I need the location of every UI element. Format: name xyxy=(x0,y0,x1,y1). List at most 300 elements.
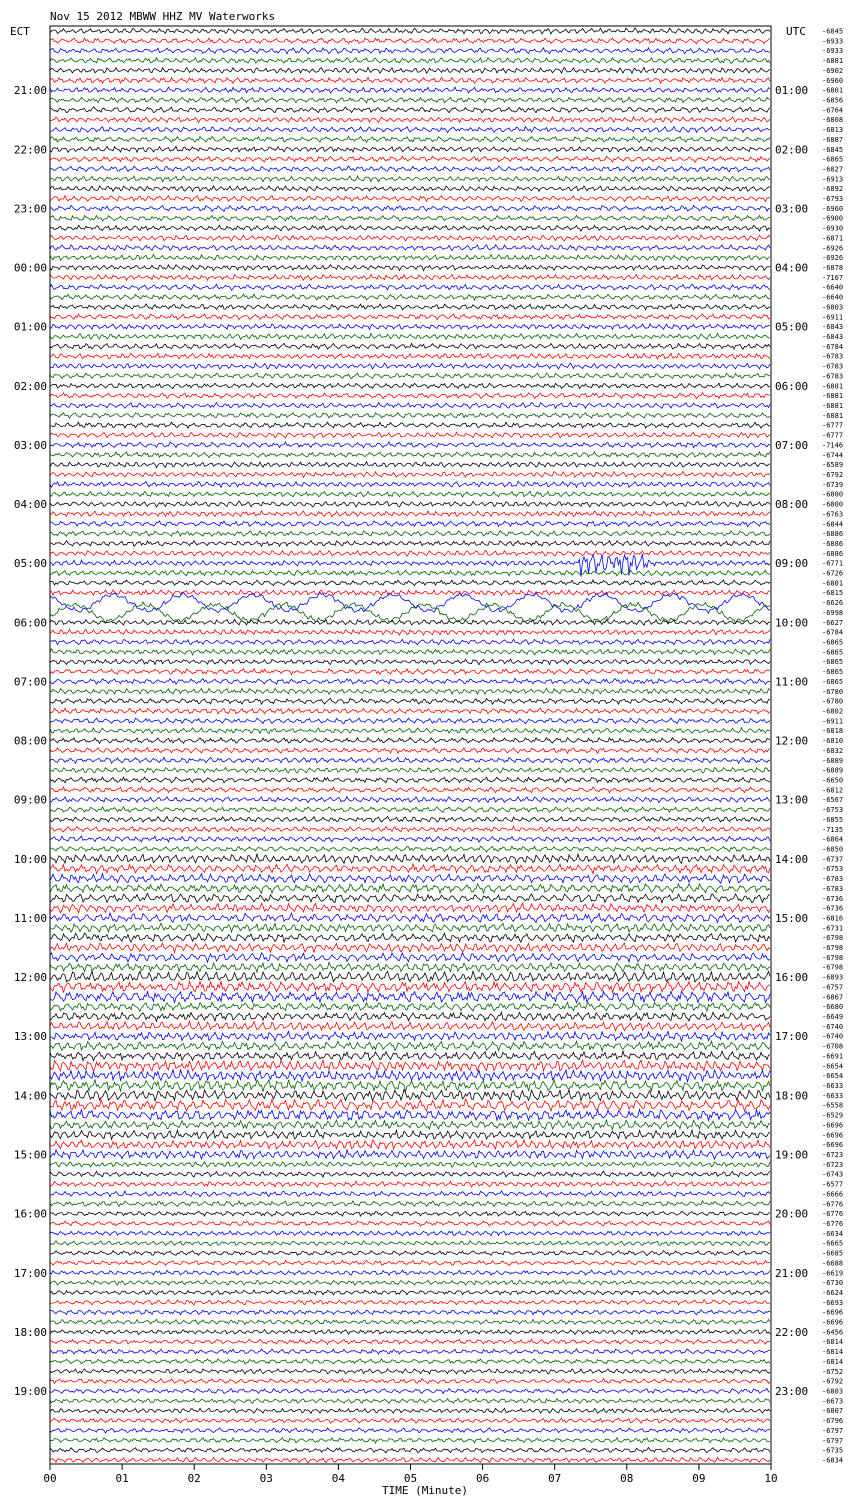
trace-line xyxy=(50,1080,770,1092)
trace-line xyxy=(50,1379,770,1384)
trace-line xyxy=(50,97,770,103)
trace-offset-label: -6650 xyxy=(822,776,844,785)
right-hour-label: 09:00 xyxy=(775,557,809,571)
trace-offset-label: -6736 xyxy=(822,894,844,903)
trace-line xyxy=(50,943,770,953)
trace-line xyxy=(50,1171,770,1177)
trace-offset-label: -6800 xyxy=(822,500,844,509)
trace-line xyxy=(50,777,770,783)
trace-offset-label: -6744 xyxy=(822,451,844,460)
trace-line xyxy=(50,981,770,993)
trace-line xyxy=(50,205,770,211)
trace-line xyxy=(50,1339,770,1344)
trace-line xyxy=(50,1359,770,1364)
trace-line xyxy=(50,884,770,894)
trace-offset-label: -6933 xyxy=(822,47,844,56)
left-hour-label: 00:00 xyxy=(13,261,47,275)
trace-line xyxy=(50,1201,770,1207)
trace-offset-label: -6871 xyxy=(822,234,844,243)
x-tick-label: 08 xyxy=(620,1472,634,1485)
right-hour-label: 16:00 xyxy=(775,971,809,985)
trace-line xyxy=(50,1231,770,1236)
trace-offset-label: -6529 xyxy=(822,1111,844,1120)
left-hour-label: 03:00 xyxy=(13,438,47,452)
left-hour-label: 16:00 xyxy=(13,1207,47,1221)
trace-offset-label: -6696 xyxy=(822,1121,844,1130)
trace-line xyxy=(50,462,770,468)
trace-offset-label: -6737 xyxy=(822,855,844,864)
trace-offset-label: -6666 xyxy=(822,1190,844,1199)
trace-line xyxy=(50,678,770,684)
trace-line xyxy=(50,1280,770,1285)
trace-offset-label: -7135 xyxy=(822,825,844,834)
trace-line xyxy=(50,1457,770,1462)
x-tick-label: 09 xyxy=(692,1472,706,1485)
trace-line xyxy=(50,1140,770,1149)
trace-line xyxy=(50,373,770,379)
x-tick-label: 04 xyxy=(331,1472,346,1485)
trace-offset-label: -6665 xyxy=(822,1239,844,1248)
trace-offset-label: -6691 xyxy=(822,1052,844,1061)
trace-offset-label: -6832 xyxy=(822,746,844,755)
trace-offset-label: -6777 xyxy=(822,421,844,430)
trace-offset-label: -6558 xyxy=(822,1101,844,1110)
trace-offset-label: -6792 xyxy=(822,471,844,479)
trace-offset-label: -6740 xyxy=(822,1032,844,1041)
trace-offset-label: -6887 xyxy=(822,135,844,144)
x-tick-label: 01 xyxy=(115,1472,129,1485)
trace-offset-label: -6881 xyxy=(822,57,844,66)
trace-line xyxy=(50,314,770,320)
trace-offset-label: -6796 xyxy=(822,1417,844,1426)
trace-offset-label: -6696 xyxy=(822,1308,844,1317)
trace-offset-label: -6784 xyxy=(822,342,844,351)
left-hour-label: 10:00 xyxy=(13,852,47,866)
trace-offset-label: -6654 xyxy=(822,1062,844,1071)
left-hour-label: 11:00 xyxy=(13,912,47,925)
trace-offset-label: -6845 xyxy=(822,145,844,154)
right-timezone-label: UTC xyxy=(786,25,806,38)
trace-offset-label: -6783 xyxy=(822,372,844,381)
trace-line xyxy=(50,797,770,803)
right-hour-label: 01:00 xyxy=(775,84,809,98)
trace-line xyxy=(50,1120,770,1130)
x-tick-label: 02 xyxy=(187,1472,201,1485)
x-tick-label: 03 xyxy=(259,1472,273,1485)
left-hour-label: 09:00 xyxy=(13,793,47,807)
trace-line xyxy=(50,1051,770,1061)
trace-line xyxy=(50,698,770,704)
trace-line xyxy=(50,481,770,487)
trace-offset-label: -6740 xyxy=(822,1022,844,1031)
x-tick-label: 00 xyxy=(43,1472,57,1485)
trace-offset-label: -6902 xyxy=(822,66,844,75)
trace-offset-label: -6818 xyxy=(822,727,844,736)
trace-offset-label: -6783 xyxy=(822,884,844,893)
trace-line xyxy=(50,68,770,74)
trace-offset-label: -6753 xyxy=(822,806,844,815)
trace-line xyxy=(50,235,770,241)
trace-line xyxy=(50,864,770,874)
trace-offset-label: -6780 xyxy=(822,697,844,706)
trace-line xyxy=(50,432,770,438)
trace-line xyxy=(50,28,770,34)
trace-line xyxy=(50,393,770,399)
trace-offset-label: -6797 xyxy=(822,1426,844,1435)
trace-line xyxy=(50,602,770,623)
trace-offset-label: -6680 xyxy=(822,1003,844,1012)
trace-line xyxy=(50,619,770,625)
trace-line xyxy=(50,1109,770,1120)
trace-offset-label: -6889 xyxy=(822,766,844,775)
left-hour-label: 13:00 xyxy=(13,1030,47,1044)
trace-offset-label: -6845 xyxy=(822,27,844,36)
trace-line xyxy=(50,1241,770,1246)
trace-offset-label: -6926 xyxy=(822,254,844,263)
trace-offset-label: -6850 xyxy=(822,845,844,854)
right-hour-label: 17:00 xyxy=(775,1030,809,1044)
trace-offset-label: -6797 xyxy=(822,1436,844,1445)
trace-line xyxy=(50,353,770,359)
trace-offset-label: -6998 xyxy=(822,609,844,617)
trace-line xyxy=(50,1060,770,1072)
trace-offset-label: -6633 xyxy=(822,1091,844,1100)
trace-offset-label: -6856 xyxy=(822,96,844,105)
trace-line xyxy=(50,1031,770,1041)
x-axis-label: TIME (Minute) xyxy=(381,1484,469,1497)
trace-line xyxy=(50,787,770,793)
trace-offset-label: -6783 xyxy=(822,352,844,361)
trace-offset-label: -6763 xyxy=(822,510,844,519)
trace-offset-label: -6730 xyxy=(822,1279,844,1288)
left-hour-label: 15:00 xyxy=(13,1148,47,1162)
trace-offset-label: -6865 xyxy=(822,155,844,164)
x-tick-label: 07 xyxy=(548,1472,562,1485)
right-hour-label: 14:00 xyxy=(775,852,809,866)
trace-offset-label: -6800 xyxy=(822,490,844,499)
trace-line xyxy=(50,1221,770,1226)
trace-line xyxy=(50,893,770,902)
left-hour-label: 05:00 xyxy=(13,557,47,571)
left-hour-label: 21:00 xyxy=(13,84,47,98)
trace-offset-label: -6753 xyxy=(822,865,844,874)
trace-line xyxy=(50,933,770,942)
trace-offset-label: -6726 xyxy=(822,569,844,578)
trace-offset-label: -6810 xyxy=(822,737,844,746)
trace-offset-label: -7146 xyxy=(822,441,844,450)
trace-line xyxy=(50,1418,770,1423)
trace-offset-label: -6843 xyxy=(822,333,844,341)
trace-offset-label: -6865 xyxy=(822,677,844,686)
trace-line xyxy=(50,580,770,586)
trace-offset-label: -6777 xyxy=(822,431,844,440)
trace-offset-label: -6798 xyxy=(822,934,844,943)
trace-line xyxy=(50,274,770,280)
trace-line xyxy=(50,708,770,714)
right-hour-label: 06:00 xyxy=(775,379,809,393)
trace-line xyxy=(50,304,770,310)
trace-offset-label: -6792 xyxy=(822,1377,844,1386)
left-hour-labels xyxy=(14,84,47,1398)
trace-offset-label: -6802 xyxy=(822,707,844,716)
trace-offset-label: -6673 xyxy=(822,1397,844,1406)
trace-offset-label: -6456 xyxy=(822,1328,844,1337)
trace-offset-label: -6864 xyxy=(822,835,844,844)
trace-offset-label: -6881 xyxy=(822,392,844,401)
trace-offset-label: -6735 xyxy=(822,1446,844,1455)
trace-line xyxy=(50,284,770,290)
trace-offset-label: -6960 xyxy=(822,76,844,85)
trace-offset-label: -6881 xyxy=(822,411,844,420)
trace-offset-label: -6803 xyxy=(822,303,844,312)
left-hour-label: 06:00 xyxy=(13,616,47,630)
trace-offset-label: -6814 xyxy=(822,1357,844,1366)
trace-line xyxy=(50,541,770,547)
trace-offset-label: -6881 xyxy=(822,402,844,410)
right-hour-label: 19:00 xyxy=(775,1148,809,1162)
trace-line xyxy=(50,491,770,497)
trace-line xyxy=(50,472,770,478)
right-hour-label: 23:00 xyxy=(775,1385,809,1398)
left-hour-label: 22:00 xyxy=(13,143,47,157)
trace-line xyxy=(50,738,770,744)
trace-offset-label: -6913 xyxy=(822,175,844,184)
trace-line xyxy=(50,923,770,932)
trace-offset-label: -6633 xyxy=(822,1082,844,1090)
trace-offset-label: -6776 xyxy=(822,1220,844,1228)
trace-line xyxy=(50,521,770,527)
seismic-traces xyxy=(50,28,770,1463)
trace-line xyxy=(50,413,770,419)
trace-offset-label: -6865 xyxy=(822,638,844,647)
left-hour-label: 08:00 xyxy=(13,734,47,748)
trace-line xyxy=(50,757,770,763)
trace-line xyxy=(50,846,770,852)
trace-line xyxy=(50,913,770,923)
left-hour-label: 02:00 xyxy=(13,379,47,393)
trace-offset-label: -7167 xyxy=(822,273,844,282)
trace-line xyxy=(50,649,770,655)
trace-offset-label: -6798 xyxy=(822,963,844,972)
right-hour-label: 02:00 xyxy=(775,143,809,157)
left-hour-label: 18:00 xyxy=(13,1325,47,1339)
trace-line xyxy=(50,324,770,330)
right-hour-label: 04:00 xyxy=(775,261,809,275)
trace-offset-label: -6685 xyxy=(822,1249,844,1258)
trace-offset-label: -6881 xyxy=(822,382,844,391)
trace-line xyxy=(50,1408,770,1413)
trace-offset-label: -6736 xyxy=(822,904,844,913)
trace-offset-label: -6900 xyxy=(822,214,844,223)
trace-line xyxy=(50,334,770,340)
trace-line xyxy=(50,1448,770,1453)
trace-offset-label: -6783 xyxy=(822,875,844,883)
trace-line xyxy=(50,107,770,113)
trace-line xyxy=(50,1070,770,1082)
trace-offset-label: -6640 xyxy=(822,293,844,302)
left-hour-label: 23:00 xyxy=(13,202,47,216)
trace-offset-label: -6865 xyxy=(822,668,844,677)
trace-offset-label: -6801 xyxy=(822,86,844,95)
right-hour-label: 05:00 xyxy=(775,320,809,334)
trace-line xyxy=(50,826,770,832)
trace-offset-label: -6886 xyxy=(822,540,844,548)
trace-offset-label: -6640 xyxy=(822,283,844,292)
left-hour-label: 12:00 xyxy=(13,971,47,985)
trace-line xyxy=(50,1130,770,1140)
trace-offset-label: -6798 xyxy=(822,953,844,962)
trace-line xyxy=(50,265,770,271)
trace-line xyxy=(50,1310,770,1315)
trace-offset-label: -6816 xyxy=(822,914,844,923)
trace-line xyxy=(50,1399,770,1404)
trace-offset-label: -6723 xyxy=(822,1151,844,1159)
trace-line xyxy=(50,570,770,576)
trace-offset-label: -6815 xyxy=(822,589,844,598)
left-hour-label: 14:00 xyxy=(13,1089,47,1103)
trace-line xyxy=(50,1438,770,1443)
trace-offset-label: -6865 xyxy=(822,648,844,657)
trace-offset-label: -6627 xyxy=(822,618,844,627)
trace-line xyxy=(50,748,770,754)
trace-offset-label: -6784 xyxy=(822,628,844,637)
left-hour-label: 04:00 xyxy=(13,498,47,511)
trace-offset-label: -6624 xyxy=(822,1289,844,1297)
trace-line xyxy=(50,166,770,172)
trace-line xyxy=(50,146,770,152)
trace-line xyxy=(50,255,770,261)
trace-offset-label: -6813 xyxy=(822,126,844,135)
right-hour-label: 03:00 xyxy=(775,202,809,216)
trace-offset-label: -6960 xyxy=(822,204,844,213)
trace-offset-label: -6577 xyxy=(822,1180,844,1189)
right-hour-label: 13:00 xyxy=(775,793,809,807)
trace-offset-label: -6696 xyxy=(822,1131,844,1140)
trace-line xyxy=(50,836,770,842)
right-hour-label: 11:00 xyxy=(775,675,809,689)
trace-line xyxy=(50,1388,770,1393)
trace-line xyxy=(50,971,770,982)
trace-line xyxy=(50,245,770,251)
left-hour-label: 17:00 xyxy=(13,1266,47,1280)
trace-line xyxy=(50,874,770,884)
trace-line xyxy=(50,1329,770,1334)
trace-line xyxy=(50,215,770,221)
trace-line xyxy=(50,854,770,863)
trace-offset-label: -6911 xyxy=(822,313,844,322)
trace-line xyxy=(50,554,770,577)
trace-offset-label: -6855 xyxy=(822,815,844,824)
trace-offset-label: -6696 xyxy=(822,1141,844,1150)
left-hour-label: 01:00 xyxy=(13,320,47,334)
trace-offset-label: -6793 xyxy=(822,195,844,203)
trace-line xyxy=(50,1002,770,1011)
trace-line xyxy=(50,1191,770,1197)
trace-line xyxy=(50,1349,770,1354)
trace-line xyxy=(50,688,770,694)
right-hour-label: 22:00 xyxy=(775,1325,809,1339)
trace-offset-label: -6619 xyxy=(822,1269,844,1278)
trace-offset-label: -6911 xyxy=(822,717,844,726)
trace-line xyxy=(50,156,770,162)
trace-offset-label: -6808 xyxy=(822,116,844,125)
trace-offset-label: -6814 xyxy=(822,1348,844,1357)
trace-offset-label: -6649 xyxy=(822,1013,844,1021)
trace-offset-label: -6803 xyxy=(822,1387,844,1396)
trace-line xyxy=(50,903,770,913)
trace-offset-label: -6764 xyxy=(822,106,844,115)
trace-line xyxy=(50,590,770,596)
trace-line xyxy=(50,403,770,409)
trace-offset-label: -6844 xyxy=(822,520,844,529)
trace-offset-labels xyxy=(822,28,843,1465)
trace-line xyxy=(50,551,770,557)
trace-line xyxy=(50,1161,770,1167)
trace-line xyxy=(50,1369,770,1374)
right-hour-label: 08:00 xyxy=(775,498,809,511)
x-tick-label: 10 xyxy=(764,1472,778,1485)
trace-offset-label: -6776 xyxy=(822,1210,844,1219)
trace-line xyxy=(50,1270,770,1275)
trace-offset-label: -6798 xyxy=(822,944,844,952)
left-hour-label: 19:00 xyxy=(13,1385,47,1398)
x-tick-label: 06 xyxy=(475,1472,490,1485)
trace-offset-label: -6930 xyxy=(822,224,844,233)
trace-line xyxy=(50,953,770,963)
chart-title: Nov 15 2012 MBWW HHZ MV Waterworks xyxy=(50,10,276,23)
trace-line xyxy=(50,1428,770,1433)
trace-offset-label: -6878 xyxy=(822,264,844,272)
trace-line xyxy=(50,383,770,389)
trace-offset-label: -6776 xyxy=(822,1200,844,1209)
trace-line xyxy=(50,225,770,231)
trace-offset-label: -6752 xyxy=(822,1367,844,1376)
trace-offset-label: -6731 xyxy=(822,924,844,933)
trace-line xyxy=(50,117,770,123)
trace-line xyxy=(50,343,770,349)
trace-line xyxy=(50,58,770,64)
trace-line xyxy=(50,817,770,823)
right-hour-label: 18:00 xyxy=(775,1089,809,1103)
right-hour-label: 20:00 xyxy=(775,1207,809,1221)
trace-line xyxy=(50,767,770,773)
trace-line xyxy=(50,1251,770,1256)
trace-line xyxy=(50,639,770,645)
left-hour-label: 07:00 xyxy=(13,675,47,689)
trace-line xyxy=(50,1041,770,1051)
trace-line xyxy=(50,1090,770,1101)
trace-offset-label: -6771 xyxy=(822,559,844,568)
right-hour-labels xyxy=(775,84,808,1398)
trace-line xyxy=(50,511,770,517)
trace-offset-label: -6926 xyxy=(822,244,844,253)
trace-line xyxy=(50,1012,770,1021)
trace-offset-label: -6834 xyxy=(822,1456,844,1465)
trace-offset-label: -6654 xyxy=(822,1072,844,1081)
trace-line xyxy=(50,531,770,537)
trace-line xyxy=(50,1150,770,1159)
trace-line xyxy=(50,1021,770,1030)
trace-line xyxy=(50,1099,770,1111)
trace-offset-label: -6688 xyxy=(822,1259,844,1268)
trace-line xyxy=(50,1319,770,1324)
trace-line xyxy=(50,452,770,458)
trace-line xyxy=(50,669,770,675)
left-timezone-label: ECT xyxy=(10,25,30,38)
right-hour-label: 07:00 xyxy=(775,438,809,452)
trace-offset-label: -6865 xyxy=(822,658,844,667)
trace-line xyxy=(50,501,770,507)
